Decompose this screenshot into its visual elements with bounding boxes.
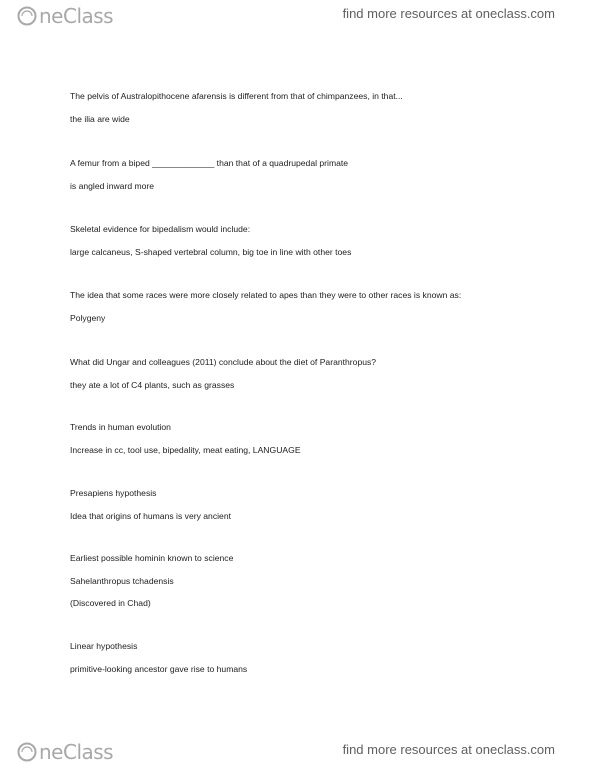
answer-text: Idea that origins of humans is very ancient: [70, 510, 231, 521]
answer-text: the ilia are wide: [70, 113, 130, 124]
question-text: Linear hypothesis: [70, 641, 138, 651]
qa-item-5: [70, 356, 570, 391]
question-text: A femur from a biped _____________ than that of a quadrupedal primate: [70, 158, 349, 168]
answer-note-text: (Discovered in Chad): [70, 598, 151, 608]
footer-tagline-link[interactable]: find more resources at oneclass.com: [342, 742, 555, 757]
oneclass-o-icon: [16, 5, 38, 27]
qa-item-1: [70, 90, 570, 125]
footer-bar: [0, 736, 595, 770]
answer-text: large calcaneus, S-shaped vertebral column, big toe in line with other toes: [70, 246, 352, 257]
question-text: What did Ungar and colleagues (2011) conclude about the diet of Paranthropus?: [70, 357, 377, 367]
answer-text: Sahelanthropus tchadensis: [70, 575, 174, 586]
logo-text: neClass: [39, 740, 114, 764]
question-text: Trends in human evolution: [70, 422, 171, 432]
question-text: Skeletal evidence for bipedalism would include:: [70, 224, 251, 234]
question-text: The idea that some races were more closely related to apes than they were to other races is known as:: [70, 290, 462, 300]
qa-item-8: [70, 552, 570, 609]
answer-text: is angled inward more: [70, 180, 155, 191]
question-text: The pelvis of Australopithocene afarensis is different from that of chimpanzees, in that...: [70, 91, 403, 101]
oneclass-logo[interactable]: [16, 740, 113, 764]
question-text: Earliest possible hominin known to science: [70, 553, 234, 563]
answer-text: they ate a lot of C4 plants, such as grasses: [70, 379, 235, 390]
answer-text: Increase in cc, tool use, bipedality, meat eating, LANGUAGE: [70, 444, 301, 455]
answer-text: Polygeny: [70, 312, 106, 323]
oneclass-o-icon: [16, 741, 38, 763]
answer-text: primitive-looking ancestor gave rise to humans: [70, 663, 248, 674]
qa-item-2: [70, 157, 570, 192]
oneclass-logo[interactable]: [16, 4, 113, 28]
qa-item-4: [70, 289, 570, 324]
question-text: Presapiens hypothesis: [70, 488, 157, 498]
header-bar: [0, 0, 595, 34]
qa-item-9: [70, 640, 570, 675]
qa-item-6: [70, 421, 570, 456]
qa-item-7: [70, 487, 570, 522]
logo-text: neClass: [39, 4, 114, 28]
header-tagline-link[interactable]: find more resources at oneclass.com: [342, 6, 555, 21]
qa-item-3: [70, 223, 570, 258]
